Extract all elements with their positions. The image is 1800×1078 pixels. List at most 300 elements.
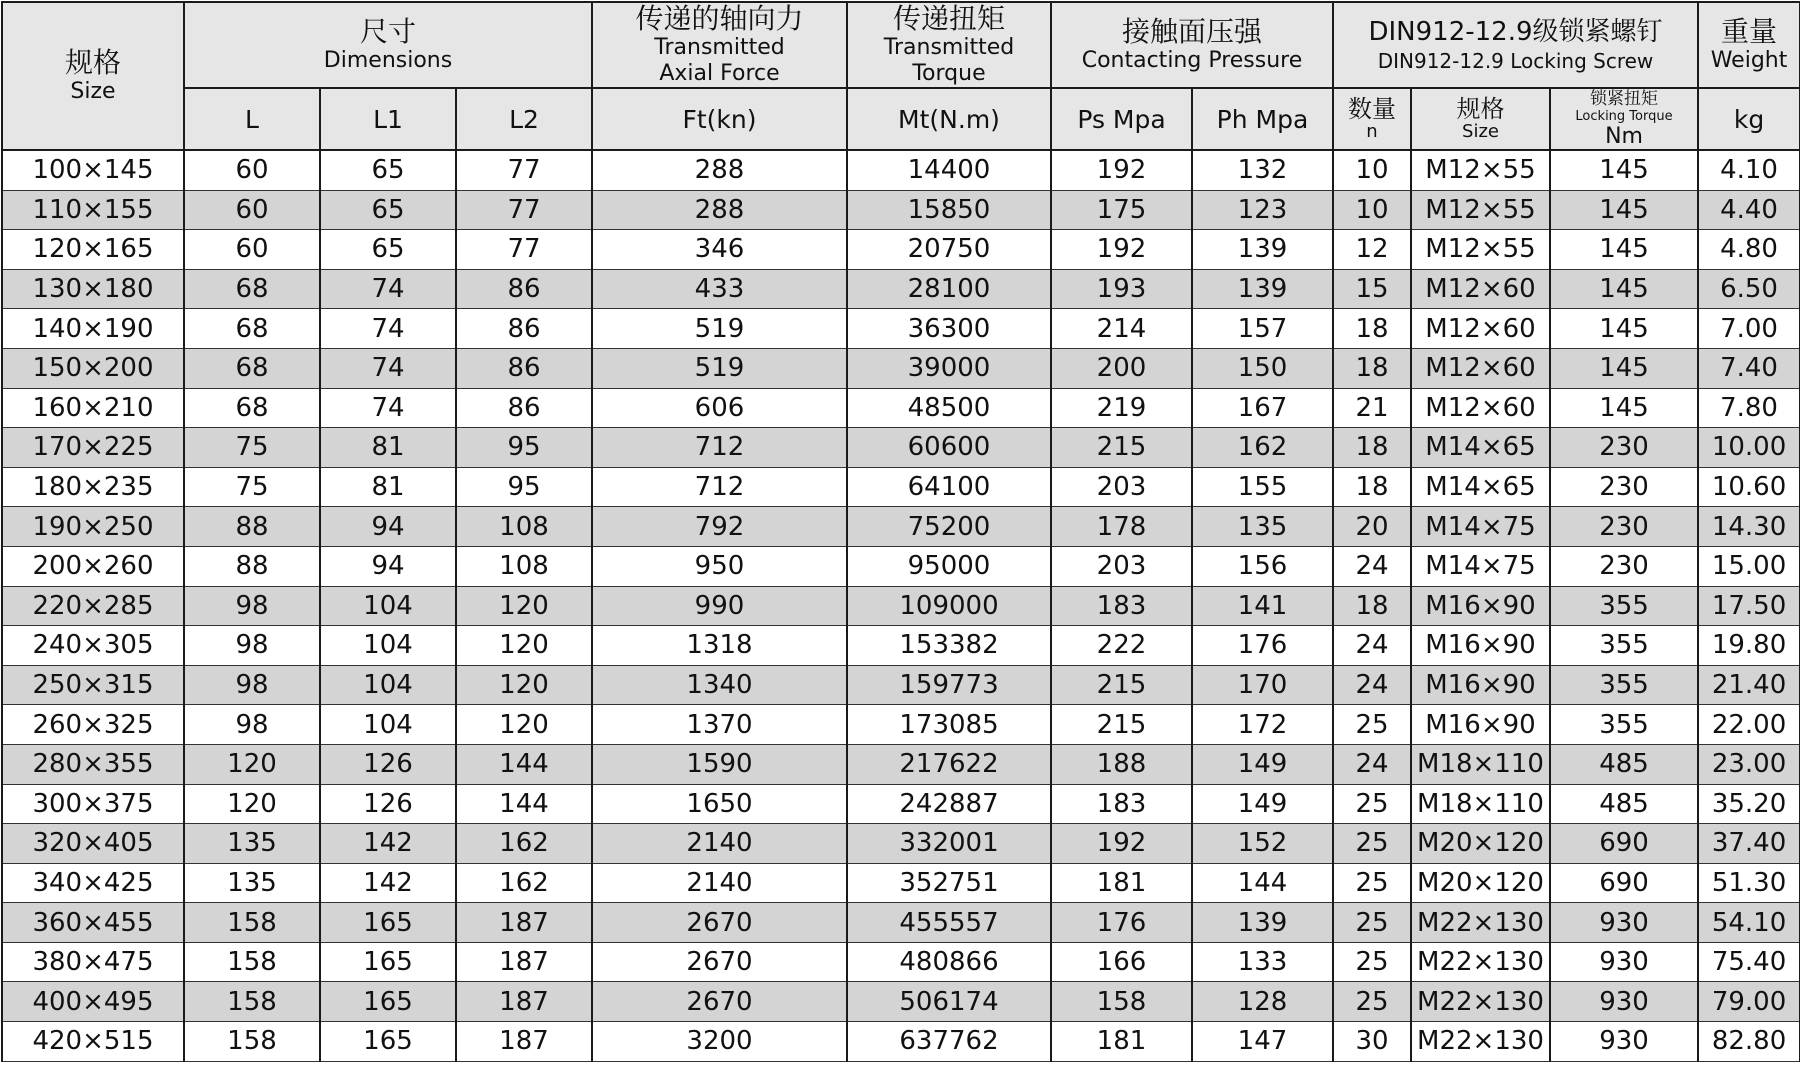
cell-ph: 128: [1192, 982, 1333, 1022]
cell-qty: 25: [1333, 784, 1411, 824]
table-row: [2, 1022, 1800, 1062]
cell-size: 120×165: [2, 230, 184, 270]
cell-mt: 217622: [847, 744, 1051, 784]
cell-weight: 10.00: [1698, 428, 1800, 468]
table-row: [2, 507, 1800, 547]
cell-ps: 175: [1051, 190, 1192, 230]
header-qty: 数量 n: [1333, 88, 1411, 150]
cell-l: 68: [184, 348, 320, 388]
cell-l: 60: [184, 230, 320, 270]
cell-qty: 10: [1333, 150, 1411, 190]
table-row: [2, 744, 1800, 784]
cell-ps: 192: [1051, 150, 1192, 190]
cell-size: 260×325: [2, 705, 184, 745]
cell-l2: 187: [456, 982, 592, 1022]
header-axial-force: 传递的轴向力 Transmitted Axial Force: [592, 2, 847, 88]
cell-ft: 606: [592, 388, 847, 428]
cell-ph: 139: [1192, 230, 1333, 270]
cell-screw-size: M12×55: [1411, 190, 1550, 230]
cell-weight: 7.80: [1698, 388, 1800, 428]
cell-ft: 712: [592, 467, 847, 507]
cell-ft: 990: [592, 586, 847, 626]
cell-mt: 28100: [847, 269, 1051, 309]
header-ps: Ps Mpa: [1051, 88, 1192, 150]
cell-ft: 2670: [592, 903, 847, 943]
cell-ps: 178: [1051, 507, 1192, 547]
cell-l1: 65: [320, 230, 456, 270]
cell-l2: 187: [456, 1022, 592, 1062]
cell-mt: 15850: [847, 190, 1051, 230]
header-screw-size: 规格 Size: [1411, 88, 1550, 150]
cell-weight: 4.80: [1698, 230, 1800, 270]
cell-mt: 95000: [847, 546, 1051, 586]
cell-size: 200×260: [2, 546, 184, 586]
cell-l: 98: [184, 626, 320, 666]
cell-ft: 1370: [592, 705, 847, 745]
cell-l: 98: [184, 705, 320, 745]
cell-qty: 25: [1333, 705, 1411, 745]
table-row: [2, 824, 1800, 864]
header-ft-unit: Ft(kn): [592, 88, 847, 150]
cell-l1: 74: [320, 309, 456, 349]
cell-mt: 242887: [847, 784, 1051, 824]
header-l2: L2: [456, 88, 592, 150]
cell-ph: 152: [1192, 824, 1333, 864]
cell-ft: 2140: [592, 824, 847, 864]
cell-l2: 86: [456, 348, 592, 388]
cell-size: 190×250: [2, 507, 184, 547]
cell-l: 75: [184, 428, 320, 468]
cell-l2: 187: [456, 903, 592, 943]
table-row: [2, 428, 1800, 468]
cell-ps: 215: [1051, 428, 1192, 468]
cell-l: 75: [184, 467, 320, 507]
cell-mt: 39000: [847, 348, 1051, 388]
cell-l: 158: [184, 942, 320, 982]
cell-ph: 149: [1192, 784, 1333, 824]
cell-l1: 104: [320, 665, 456, 705]
cell-screw-size: M22×130: [1411, 982, 1550, 1022]
cell-l2: 77: [456, 190, 592, 230]
table-row: [2, 467, 1800, 507]
cell-locking-torque: 230: [1550, 467, 1698, 507]
cell-ps: 200: [1051, 348, 1192, 388]
header-locking-torque: 锁紧扭矩 Locking Torque Nm: [1550, 88, 1698, 150]
cell-locking-torque: 145: [1550, 230, 1698, 270]
header-locking-screw: DIN912-12.9级锁紧螺钉 DIN912-12.9 Locking Screw: [1333, 2, 1698, 88]
cell-screw-size: M20×120: [1411, 824, 1550, 864]
cell-l: 158: [184, 982, 320, 1022]
cell-l1: 81: [320, 467, 456, 507]
cell-locking-torque: 145: [1550, 269, 1698, 309]
cell-qty: 21: [1333, 388, 1411, 428]
cell-size: 150×200: [2, 348, 184, 388]
cell-ps: 188: [1051, 744, 1192, 784]
cell-ph: 167: [1192, 388, 1333, 428]
cell-size: 240×305: [2, 626, 184, 666]
header-torque: 传递扭矩 Transmitted Torque: [847, 2, 1051, 88]
cell-l1: 165: [320, 1022, 456, 1062]
cell-locking-torque: 145: [1550, 309, 1698, 349]
cell-ft: 792: [592, 507, 847, 547]
cell-ps: 176: [1051, 903, 1192, 943]
cell-screw-size: M12×60: [1411, 309, 1550, 349]
cell-screw-size: M12×55: [1411, 230, 1550, 270]
cell-locking-torque: 690: [1550, 863, 1698, 903]
cell-locking-torque: 145: [1550, 388, 1698, 428]
cell-weight: 14.30: [1698, 507, 1800, 547]
header-ph: Ph Mpa: [1192, 88, 1333, 150]
cell-l1: 74: [320, 388, 456, 428]
cell-weight: 4.40: [1698, 190, 1800, 230]
cell-screw-size: M22×130: [1411, 942, 1550, 982]
cell-qty: 25: [1333, 903, 1411, 943]
cell-screw-size: M14×75: [1411, 546, 1550, 586]
cell-l1: 165: [320, 942, 456, 982]
table-row: [2, 863, 1800, 903]
cell-locking-torque: 485: [1550, 744, 1698, 784]
cell-ps: 183: [1051, 784, 1192, 824]
header-l: L: [184, 88, 320, 150]
cell-size: 360×455: [2, 903, 184, 943]
cell-locking-torque: 355: [1550, 626, 1698, 666]
table-row: [2, 903, 1800, 943]
cell-locking-torque: 230: [1550, 428, 1698, 468]
cell-screw-size: M16×90: [1411, 626, 1550, 666]
cell-l1: 74: [320, 269, 456, 309]
cell-mt: 20750: [847, 230, 1051, 270]
table-row: [2, 626, 1800, 666]
cell-qty: 24: [1333, 665, 1411, 705]
cell-ph: 144: [1192, 863, 1333, 903]
cell-ph: 157: [1192, 309, 1333, 349]
cell-screw-size: M12×60: [1411, 269, 1550, 309]
header-dimensions: 尺寸 Dimensions: [184, 2, 592, 88]
cell-ft: 1318: [592, 626, 847, 666]
cell-weight: 21.40: [1698, 665, 1800, 705]
cell-weight: 10.60: [1698, 467, 1800, 507]
cell-mt: 14400: [847, 150, 1051, 190]
cell-l: 68: [184, 309, 320, 349]
cell-locking-torque: 690: [1550, 824, 1698, 864]
cell-ft: 2670: [592, 982, 847, 1022]
cell-ph: 135: [1192, 507, 1333, 547]
cell-qty: 25: [1333, 982, 1411, 1022]
cell-l2: 86: [456, 269, 592, 309]
cell-ft: 288: [592, 150, 847, 190]
cell-screw-size: M18×110: [1411, 784, 1550, 824]
table-row: [2, 190, 1800, 230]
cell-l: 158: [184, 1022, 320, 1062]
cell-locking-torque: 930: [1550, 903, 1698, 943]
table-row: [2, 546, 1800, 586]
cell-ps: 215: [1051, 665, 1192, 705]
cell-l2: 120: [456, 586, 592, 626]
cell-screw-size: M18×110: [1411, 744, 1550, 784]
cell-qty: 24: [1333, 546, 1411, 586]
spec-table: [1, 1, 1800, 1062]
cell-l: 135: [184, 863, 320, 903]
cell-ps: 192: [1051, 230, 1192, 270]
header-mt-unit: Mt(N.m): [847, 88, 1051, 150]
cell-weight: 75.40: [1698, 942, 1800, 982]
cell-locking-torque: 355: [1550, 665, 1698, 705]
table-row: [2, 269, 1800, 309]
cell-weight: 4.10: [1698, 150, 1800, 190]
cell-weight: 6.50: [1698, 269, 1800, 309]
cell-locking-torque: 230: [1550, 507, 1698, 547]
cell-ph: 147: [1192, 1022, 1333, 1062]
cell-locking-torque: 145: [1550, 150, 1698, 190]
cell-weight: 79.00: [1698, 982, 1800, 1022]
table-row: [2, 665, 1800, 705]
cell-size: 110×155: [2, 190, 184, 230]
table-row: [2, 309, 1800, 349]
cell-qty: 24: [1333, 626, 1411, 666]
header-l1: L1: [320, 88, 456, 150]
cell-ps: 215: [1051, 705, 1192, 745]
cell-mt: 159773: [847, 665, 1051, 705]
cell-screw-size: M12×55: [1411, 150, 1550, 190]
cell-ph: 141: [1192, 586, 1333, 626]
cell-ft: 2670: [592, 942, 847, 982]
cell-mt: 506174: [847, 982, 1051, 1022]
cell-qty: 30: [1333, 1022, 1411, 1062]
cell-l1: 165: [320, 982, 456, 1022]
cell-locking-torque: 230: [1550, 546, 1698, 586]
cell-qty: 20: [1333, 507, 1411, 547]
cell-size: 130×180: [2, 269, 184, 309]
cell-l1: 81: [320, 428, 456, 468]
cell-screw-size: M14×65: [1411, 428, 1550, 468]
cell-size: 400×495: [2, 982, 184, 1022]
cell-ps: 181: [1051, 1022, 1192, 1062]
header-kg: kg: [1698, 88, 1800, 150]
cell-l1: 142: [320, 863, 456, 903]
cell-weight: 7.00: [1698, 309, 1800, 349]
cell-ps: 192: [1051, 824, 1192, 864]
cell-qty: 25: [1333, 942, 1411, 982]
cell-ft: 2140: [592, 863, 847, 903]
cell-l1: 126: [320, 784, 456, 824]
cell-screw-size: M22×130: [1411, 1022, 1550, 1062]
cell-qty: 18: [1333, 309, 1411, 349]
cell-l2: 120: [456, 626, 592, 666]
cell-ph: 132: [1192, 150, 1333, 190]
table-row: [2, 784, 1800, 824]
cell-l2: 108: [456, 507, 592, 547]
cell-ph: 156: [1192, 546, 1333, 586]
cell-qty: 10: [1333, 190, 1411, 230]
cell-locking-torque: 355: [1550, 705, 1698, 745]
cell-l1: 104: [320, 705, 456, 745]
cell-ph: 139: [1192, 903, 1333, 943]
cell-mt: 48500: [847, 388, 1051, 428]
cell-ft: 519: [592, 348, 847, 388]
cell-weight: 35.20: [1698, 784, 1800, 824]
cell-l1: 65: [320, 190, 456, 230]
cell-l: 68: [184, 269, 320, 309]
cell-ft: 1590: [592, 744, 847, 784]
cell-screw-size: M16×90: [1411, 665, 1550, 705]
cell-locking-torque: 145: [1550, 348, 1698, 388]
cell-l2: 144: [456, 744, 592, 784]
cell-size: 250×315: [2, 665, 184, 705]
cell-ps: 222: [1051, 626, 1192, 666]
cell-ph: 150: [1192, 348, 1333, 388]
cell-ps: 181: [1051, 863, 1192, 903]
cell-l: 60: [184, 150, 320, 190]
cell-l1: 94: [320, 507, 456, 547]
cell-mt: 75200: [847, 507, 1051, 547]
cell-screw-size: M20×120: [1411, 863, 1550, 903]
cell-l: 98: [184, 665, 320, 705]
cell-locking-torque: 930: [1550, 982, 1698, 1022]
cell-ps: 158: [1051, 982, 1192, 1022]
cell-size: 280×355: [2, 744, 184, 784]
cell-ft: 712: [592, 428, 847, 468]
cell-weight: 37.40: [1698, 824, 1800, 864]
cell-l2: 77: [456, 230, 592, 270]
cell-ph: 139: [1192, 269, 1333, 309]
cell-mt: 637762: [847, 1022, 1051, 1062]
cell-mt: 352751: [847, 863, 1051, 903]
cell-size: 300×375: [2, 784, 184, 824]
cell-l: 88: [184, 507, 320, 547]
cell-mt: 332001: [847, 824, 1051, 864]
cell-screw-size: M12×60: [1411, 348, 1550, 388]
cell-ps: 166: [1051, 942, 1192, 982]
cell-l2: 120: [456, 665, 592, 705]
cell-screw-size: M12×60: [1411, 388, 1550, 428]
cell-screw-size: M14×75: [1411, 507, 1550, 547]
cell-ft: 288: [592, 190, 847, 230]
cell-l1: 165: [320, 903, 456, 943]
cell-screw-size: M16×90: [1411, 586, 1550, 626]
cell-l2: 144: [456, 784, 592, 824]
cell-size: 160×210: [2, 388, 184, 428]
cell-l2: 187: [456, 942, 592, 982]
cell-l2: 77: [456, 150, 592, 190]
cell-qty: 25: [1333, 824, 1411, 864]
cell-weight: 7.40: [1698, 348, 1800, 388]
cell-ph: 133: [1192, 942, 1333, 982]
header-weight: 重量 Weight: [1698, 2, 1800, 88]
cell-l1: 74: [320, 348, 456, 388]
cell-l: 88: [184, 546, 320, 586]
cell-qty: 18: [1333, 586, 1411, 626]
table-row: [2, 230, 1800, 270]
cell-size: 420×515: [2, 1022, 184, 1062]
table-row: [2, 388, 1800, 428]
cell-screw-size: M22×130: [1411, 903, 1550, 943]
cell-l: 135: [184, 824, 320, 864]
cell-mt: 60600: [847, 428, 1051, 468]
cell-weight: 15.00: [1698, 546, 1800, 586]
cell-weight: 22.00: [1698, 705, 1800, 745]
cell-ps: 214: [1051, 309, 1192, 349]
cell-l1: 126: [320, 744, 456, 784]
cell-mt: 64100: [847, 467, 1051, 507]
cell-size: 180×235: [2, 467, 184, 507]
cell-ps: 183: [1051, 586, 1192, 626]
cell-mt: 109000: [847, 586, 1051, 626]
cell-qty: 12: [1333, 230, 1411, 270]
cell-weight: 17.50: [1698, 586, 1800, 626]
cell-l: 120: [184, 784, 320, 824]
cell-ft: 1650: [592, 784, 847, 824]
cell-mt: 455557: [847, 903, 1051, 943]
cell-l2: 120: [456, 705, 592, 745]
cell-l: 98: [184, 586, 320, 626]
cell-l1: 142: [320, 824, 456, 864]
cell-ft: 519: [592, 309, 847, 349]
cell-ph: 162: [1192, 428, 1333, 468]
cell-mt: 480866: [847, 942, 1051, 982]
cell-l2: 86: [456, 388, 592, 428]
cell-size: 380×475: [2, 942, 184, 982]
cell-size: 320×405: [2, 824, 184, 864]
cell-weight: 19.80: [1698, 626, 1800, 666]
cell-mt: 36300: [847, 309, 1051, 349]
cell-ph: 149: [1192, 744, 1333, 784]
cell-l: 68: [184, 388, 320, 428]
cell-weight: 23.00: [1698, 744, 1800, 784]
cell-ps: 193: [1051, 269, 1192, 309]
cell-qty: 18: [1333, 467, 1411, 507]
header-size: 规格 Size: [2, 2, 184, 150]
cell-l1: 94: [320, 546, 456, 586]
cell-size: 340×425: [2, 863, 184, 903]
table-row: [2, 150, 1800, 190]
cell-ft: 346: [592, 230, 847, 270]
cell-l2: 86: [456, 309, 592, 349]
cell-qty: 18: [1333, 348, 1411, 388]
cell-l: 60: [184, 190, 320, 230]
cell-l2: 95: [456, 428, 592, 468]
cell-ft: 1340: [592, 665, 847, 705]
cell-qty: 15: [1333, 269, 1411, 309]
cell-l1: 104: [320, 586, 456, 626]
table-row: [2, 705, 1800, 745]
table-row: [2, 586, 1800, 626]
cell-mt: 173085: [847, 705, 1051, 745]
cell-qty: 18: [1333, 428, 1411, 468]
table-body: [2, 150, 1800, 1061]
cell-l2: 162: [456, 824, 592, 864]
cell-size: 100×145: [2, 150, 184, 190]
cell-locking-torque: 145: [1550, 190, 1698, 230]
cell-locking-torque: 930: [1550, 1022, 1698, 1062]
cell-size: 220×285: [2, 586, 184, 626]
cell-size: 170×225: [2, 428, 184, 468]
cell-ft: 950: [592, 546, 847, 586]
cell-ft: 3200: [592, 1022, 847, 1062]
cell-ph: 176: [1192, 626, 1333, 666]
cell-l1: 104: [320, 626, 456, 666]
cell-size: 140×190: [2, 309, 184, 349]
cell-weight: 51.30: [1698, 863, 1800, 903]
cell-ph: 123: [1192, 190, 1333, 230]
header-contact-pressure: 接触面压强 Contacting Pressure: [1051, 2, 1333, 88]
cell-ps: 203: [1051, 546, 1192, 586]
cell-ph: 170: [1192, 665, 1333, 705]
cell-l2: 108: [456, 546, 592, 586]
table-row: [2, 942, 1800, 982]
cell-l2: 95: [456, 467, 592, 507]
cell-ph: 155: [1192, 467, 1333, 507]
cell-ft: 433: [592, 269, 847, 309]
